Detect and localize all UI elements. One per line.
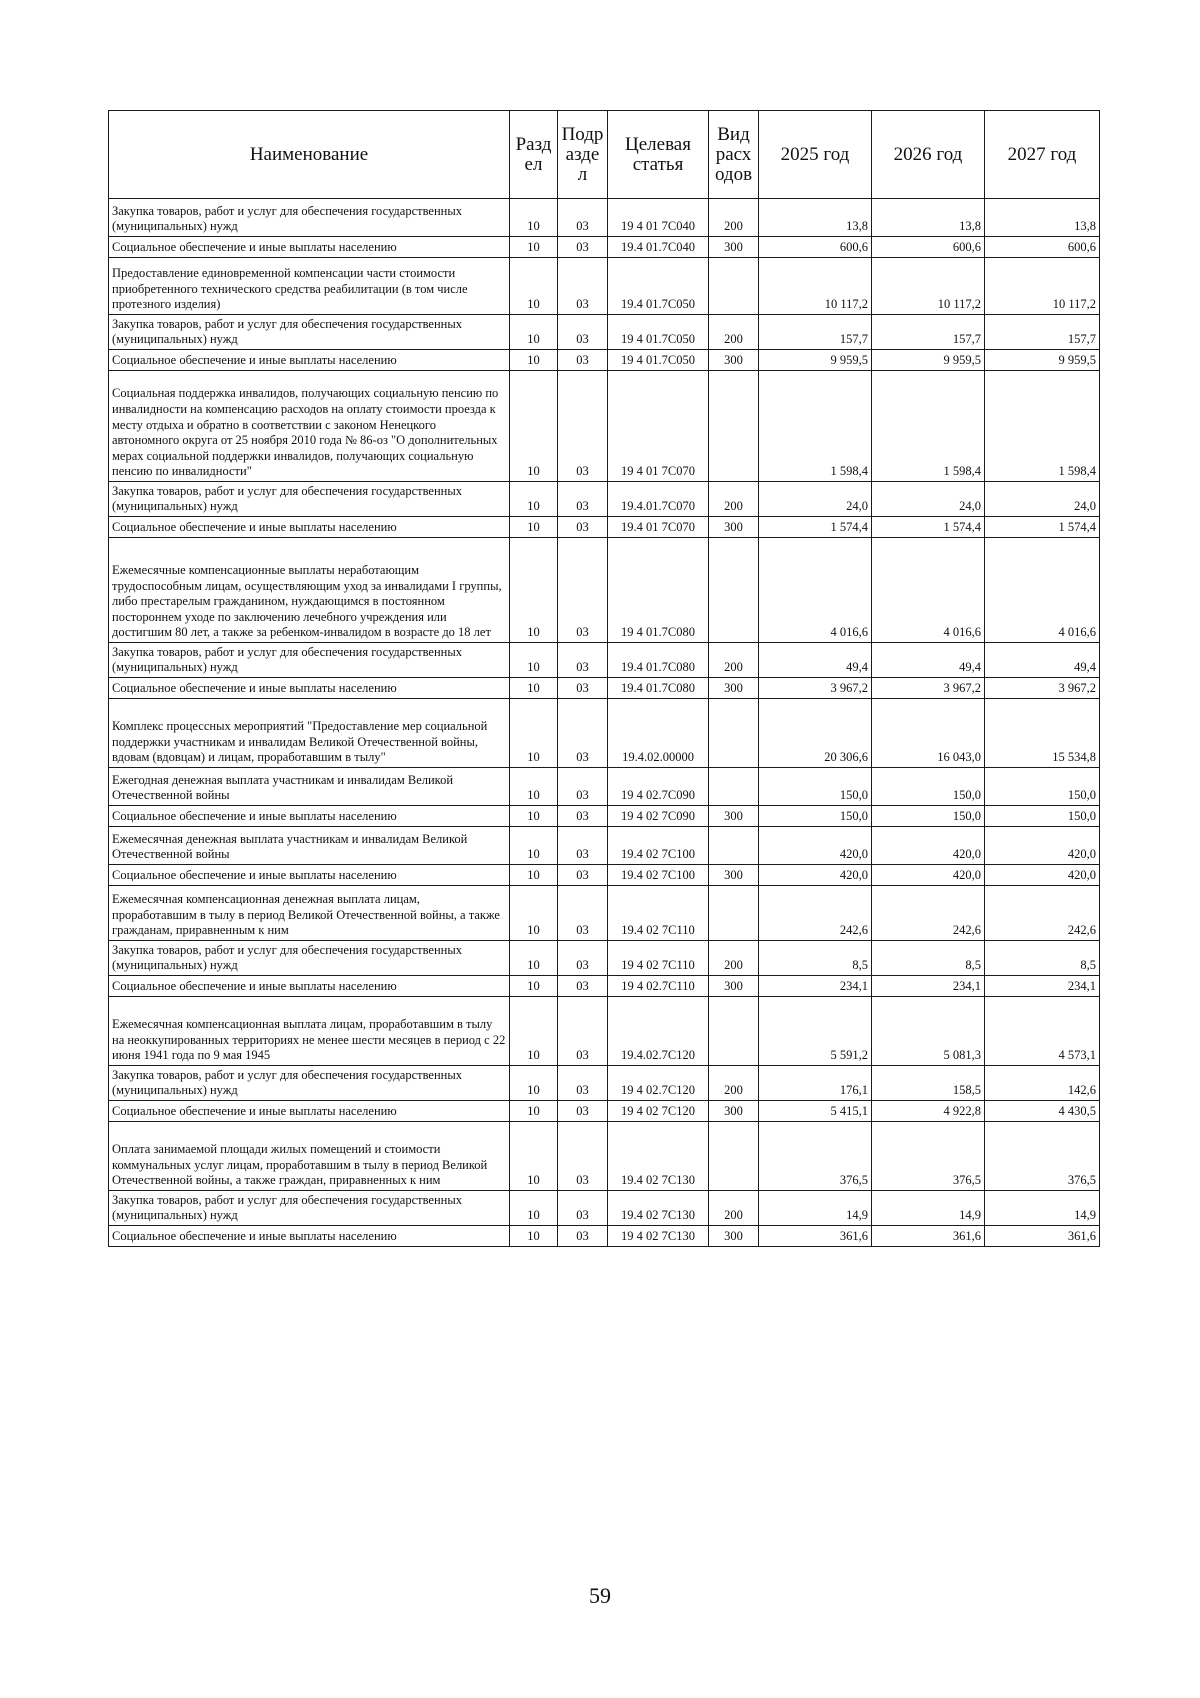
row-target-article: 19.4 01.7С040 [608,237,709,258]
table-row [109,315,1100,350]
row-value-2027: 142,6 [985,1066,1100,1101]
table-body [109,199,1100,1247]
table-row [109,1191,1100,1226]
row-value-2026: 150,0 [872,806,985,827]
row-target-article: 19.4 02 7С130 [608,1191,709,1226]
row-value-2026: 600,6 [872,237,985,258]
row-section: 10 [510,806,558,827]
budget-table [108,110,1100,1247]
row-name: Закупка товаров, работ и услуг для обеспечения государственных (муниципальных) нужд [109,1066,510,1101]
row-subsection: 03 [558,315,608,350]
row-name: Социальное обеспечение и иные выплаты населению [109,517,510,538]
row-value-2027: 3 967,2 [985,678,1100,699]
row-value-2026: 420,0 [872,865,985,886]
row-value-2027: 150,0 [985,806,1100,827]
row-target-article: 19.4 01.7С080 [608,643,709,678]
row-value-2026: 234,1 [872,976,985,997]
row-value-2025: 9 959,5 [759,350,872,371]
row-expense-type: 200 [709,482,759,517]
row-name: Ежемесячная денежная выплата участникам и инвалидам Великой Отечественной войны [109,827,510,865]
table-row [109,1101,1100,1122]
row-value-2027: 234,1 [985,976,1100,997]
row-value-2025: 5 591,2 [759,997,872,1066]
row-value-2025: 420,0 [759,827,872,865]
row-value-2025: 242,6 [759,886,872,941]
row-expense-type: 300 [709,976,759,997]
row-section: 10 [510,1101,558,1122]
row-subsection: 03 [558,1226,608,1247]
header-subsection: Подр азде л [558,111,608,199]
row-target-article: 19 4 01.7С080 [608,538,709,643]
row-target-article: 19.4.01.7С070 [608,482,709,517]
row-target-article: 19 4 02 7С090 [608,806,709,827]
row-section: 10 [510,237,558,258]
row-subsection: 03 [558,768,608,806]
row-value-2027: 8,5 [985,941,1100,976]
row-value-2026: 5 081,3 [872,997,985,1066]
table-row [109,517,1100,538]
row-value-2026: 3 967,2 [872,678,985,699]
row-name: Социальное обеспечение и иные выплаты населению [109,678,510,699]
row-section: 10 [510,865,558,886]
row-target-article: 19 4 02 7С120 [608,1101,709,1122]
row-name: Закупка товаров, работ и услуг для обеспечения государственных (муниципальных) нужд [109,941,510,976]
table-row [109,865,1100,886]
row-section: 10 [510,1191,558,1226]
row-expense-type: 200 [709,315,759,350]
row-value-2025: 3 967,2 [759,678,872,699]
row-value-2027: 49,4 [985,643,1100,678]
row-target-article: 19 4 02.7С110 [608,976,709,997]
row-value-2025: 420,0 [759,865,872,886]
row-value-2025: 150,0 [759,768,872,806]
row-value-2026: 4 922,8 [872,1101,985,1122]
row-name: Ежемесячная компенсационная выплата лицам, проработавшим в тылу на неоккупированных территориях не менее шести месяцев в период с 22 июня 1941 года по 9 мая 1945 [109,997,510,1066]
row-value-2025: 13,8 [759,199,872,237]
row-section: 10 [510,482,558,517]
row-value-2025: 49,4 [759,643,872,678]
row-target-article: 19.4 01.7С050 [608,258,709,315]
row-value-2026: 9 959,5 [872,350,985,371]
row-value-2027: 15 534,8 [985,699,1100,768]
row-subsection: 03 [558,643,608,678]
row-subsection: 03 [558,678,608,699]
row-name: Закупка товаров, работ и услуг для обеспечения государственных (муниципальных) нужд [109,315,510,350]
row-expense-type [709,997,759,1066]
row-subsection: 03 [558,199,608,237]
row-value-2025: 376,5 [759,1122,872,1191]
row-subsection: 03 [558,258,608,315]
row-value-2026: 16 043,0 [872,699,985,768]
row-value-2026: 49,4 [872,643,985,678]
row-value-2026: 158,5 [872,1066,985,1101]
row-target-article: 19 4 01.7С050 [608,315,709,350]
row-name: Закупка товаров, работ и услуг для обеспечения государственных (муниципальных) нужд [109,1191,510,1226]
row-subsection: 03 [558,538,608,643]
row-value-2026: 8,5 [872,941,985,976]
row-value-2027: 10 117,2 [985,258,1100,315]
row-value-2027: 242,6 [985,886,1100,941]
row-value-2025: 20 306,6 [759,699,872,768]
table-row [109,699,1100,768]
row-name: Комплекс процессных мероприятий "Предоставление мер социальной поддержки участникам и инвалидам Великой Отечественной войны, вдовам (вдовцам) и лицам, проработавшим в тылу" [109,699,510,768]
row-value-2026: 10 117,2 [872,258,985,315]
row-value-2027: 13,8 [985,199,1100,237]
row-value-2026: 150,0 [872,768,985,806]
row-value-2027: 24,0 [985,482,1100,517]
row-target-article: 19 4 01.7С050 [608,350,709,371]
row-value-2027: 420,0 [985,827,1100,865]
row-name: Социальное обеспечение и иные выплаты населению [109,237,510,258]
row-value-2025: 150,0 [759,806,872,827]
row-section: 10 [510,997,558,1066]
row-value-2025: 4 016,6 [759,538,872,643]
row-subsection: 03 [558,827,608,865]
row-value-2026: 242,6 [872,886,985,941]
header-target-article: Целевая статья [608,111,709,199]
row-target-article: 19.4.02.00000 [608,699,709,768]
row-subsection: 03 [558,941,608,976]
row-value-2026: 420,0 [872,827,985,865]
header-2025: 2025 год [759,111,872,199]
row-expense-type [709,538,759,643]
row-subsection: 03 [558,482,608,517]
table-row [109,678,1100,699]
row-subsection: 03 [558,1101,608,1122]
row-section: 10 [510,941,558,976]
row-section: 10 [510,517,558,538]
row-value-2026: 1 574,4 [872,517,985,538]
row-section: 10 [510,976,558,997]
row-expense-type [709,1122,759,1191]
row-expense-type: 300 [709,237,759,258]
row-expense-type: 200 [709,941,759,976]
row-expense-type: 200 [709,199,759,237]
row-name: Социальное обеспечение и иные выплаты населению [109,1101,510,1122]
row-value-2025: 1 574,4 [759,517,872,538]
header-expense-type: Вид расх одов [709,111,759,199]
row-value-2026: 376,5 [872,1122,985,1191]
row-subsection: 03 [558,371,608,482]
row-name: Ежемесячные компенсационные выплаты неработающим трудоспособным лицам, осуществляющим уход за инвалидами I группы, либо престарелым гражданином, нуждающимся в постоянном постороннем уходе по заключению лечебного учреждения или достигшим 80 лет, а также за ребенком-инвалидом в возрасте до 18 лет [109,538,510,643]
table-row [109,768,1100,806]
row-name: Социальное обеспечение и иные выплаты населению [109,865,510,886]
table-row [109,886,1100,941]
table-row [109,1122,1100,1191]
row-expense-type: 200 [709,1191,759,1226]
row-expense-type: 300 [709,350,759,371]
header-2027: 2027 год [985,111,1100,199]
table-row [109,258,1100,315]
header-name: Наименование [109,111,510,199]
row-name: Социальное обеспечение и иные выплаты населению [109,1226,510,1247]
row-section: 10 [510,371,558,482]
row-name: Социальное обеспечение и иные выплаты населению [109,806,510,827]
row-name: Социальное обеспечение и иные выплаты населению [109,350,510,371]
row-expense-type: 300 [709,865,759,886]
row-value-2027: 361,6 [985,1226,1100,1247]
row-expense-type: 300 [709,1226,759,1247]
row-subsection: 03 [558,1122,608,1191]
table-row [109,538,1100,643]
row-value-2025: 8,5 [759,941,872,976]
row-expense-type: 300 [709,806,759,827]
row-expense-type: 200 [709,1066,759,1101]
row-section: 10 [510,258,558,315]
row-subsection: 03 [558,237,608,258]
header-section: Разд ел [510,111,558,199]
row-section: 10 [510,1066,558,1101]
row-target-article: 19 4 02 7С110 [608,941,709,976]
table-row [109,827,1100,865]
table-row [109,1066,1100,1101]
row-section: 10 [510,886,558,941]
row-expense-type: 300 [709,678,759,699]
row-value-2026: 24,0 [872,482,985,517]
row-value-2027: 4 430,5 [985,1101,1100,1122]
row-expense-type: 300 [709,517,759,538]
row-expense-type [709,371,759,482]
row-section: 10 [510,1226,558,1247]
row-target-article: 19.4.02.7С120 [608,997,709,1066]
row-name: Ежемесячная компенсационная денежная выплата лицам, проработавшим в тылу в период Великой Отечественной войны, а также гражданам, приравненным к ним [109,886,510,941]
row-expense-type [709,768,759,806]
row-value-2025: 1 598,4 [759,371,872,482]
table-header-row [109,111,1100,199]
row-section: 10 [510,199,558,237]
row-target-article: 19 4 01 7С070 [608,371,709,482]
table-row [109,371,1100,482]
row-section: 10 [510,1122,558,1191]
row-subsection: 03 [558,350,608,371]
row-target-article: 19.4 01 7С070 [608,517,709,538]
row-value-2027: 600,6 [985,237,1100,258]
row-value-2026: 13,8 [872,199,985,237]
row-subsection: 03 [558,886,608,941]
row-value-2025: 600,6 [759,237,872,258]
row-name: Ежегодная денежная выплата участникам и инвалидам Великой Отечественной войны [109,768,510,806]
table-row [109,237,1100,258]
row-expense-type: 300 [709,1101,759,1122]
row-section: 10 [510,699,558,768]
row-name: Закупка товаров, работ и услуг для обеспечения государственных (муниципальных) нужд [109,482,510,517]
row-section: 10 [510,538,558,643]
table-row [109,643,1100,678]
row-expense-type: 200 [709,643,759,678]
table-row [109,976,1100,997]
row-section: 10 [510,768,558,806]
row-value-2025: 157,7 [759,315,872,350]
row-expense-type [709,258,759,315]
row-name: Социальная поддержка инвалидов, получающих социальную пенсию по инвалидности на компенсацию расходов на оплату стоимости проезда к месту отдыха и обратно в соответствии с законом Ненецкого автономного округа от 25 ноября 2010 года № 86-оз "О дополнительных мерах социальной поддержки инвалидов, получающих социальную пенсию по инвалидности" [109,371,510,482]
row-subsection: 03 [558,1191,608,1226]
table-row [109,806,1100,827]
row-target-article: 19 4 01 7С040 [608,199,709,237]
row-target-article: 19.4 02 7С130 [608,1122,709,1191]
row-value-2027: 1 598,4 [985,371,1100,482]
row-subsection: 03 [558,517,608,538]
row-target-article: 19.4 01.7С080 [608,678,709,699]
row-value-2025: 361,6 [759,1226,872,1247]
row-subsection: 03 [558,997,608,1066]
row-expense-type [709,699,759,768]
table-row [109,1226,1100,1247]
row-expense-type [709,886,759,941]
row-subsection: 03 [558,1066,608,1101]
table-row [109,997,1100,1066]
row-name: Предоставление единовременной компенсации части стоимости приобретенного технического средства реабилитации (в том числе протезного изделия) [109,258,510,315]
table-row [109,482,1100,517]
row-value-2027: 4 016,6 [985,538,1100,643]
row-value-2025: 24,0 [759,482,872,517]
row-subsection: 03 [558,865,608,886]
row-value-2027: 4 573,1 [985,997,1100,1066]
row-section: 10 [510,643,558,678]
table-row [109,199,1100,237]
row-subsection: 03 [558,806,608,827]
row-value-2027: 9 959,5 [985,350,1100,371]
row-subsection: 03 [558,976,608,997]
row-value-2026: 157,7 [872,315,985,350]
row-section: 10 [510,678,558,699]
row-name: Закупка товаров, работ и услуг для обеспечения государственных (муниципальных) нужд [109,643,510,678]
row-value-2025: 10 117,2 [759,258,872,315]
row-value-2026: 14,9 [872,1191,985,1226]
row-value-2026: 361,6 [872,1226,985,1247]
row-section: 10 [510,315,558,350]
row-value-2025: 176,1 [759,1066,872,1101]
row-section: 10 [510,350,558,371]
row-value-2026: 4 016,6 [872,538,985,643]
row-value-2026: 1 598,4 [872,371,985,482]
table-row [109,941,1100,976]
row-section: 10 [510,827,558,865]
row-value-2027: 150,0 [985,768,1100,806]
row-target-article: 19 4 02.7С120 [608,1066,709,1101]
row-subsection: 03 [558,699,608,768]
row-target-article: 19 4 02 7С130 [608,1226,709,1247]
row-target-article: 19.4 02 7С100 [608,827,709,865]
row-value-2025: 234,1 [759,976,872,997]
row-value-2027: 376,5 [985,1122,1100,1191]
header-2026: 2026 год [872,111,985,199]
row-value-2027: 14,9 [985,1191,1100,1226]
row-name: Оплата занимаемой площади жилых помещений и стоимости коммунальных услуг лицам, проработавшим в тылу в период Великой Отечественной войны, а также граждан, приравненных к ним [109,1122,510,1191]
row-name: Закупка товаров, работ и услуг для обеспечения государственных (муниципальных) нужд [109,199,510,237]
row-expense-type [709,827,759,865]
page-number: 59 [589,1583,611,1608]
row-target-article: 19 4 02.7С090 [608,768,709,806]
row-value-2025: 14,9 [759,1191,872,1226]
row-target-article: 19.4 02 7С110 [608,886,709,941]
row-value-2027: 157,7 [985,315,1100,350]
row-value-2025: 5 415,1 [759,1101,872,1122]
row-name: Социальное обеспечение и иные выплаты населению [109,976,510,997]
row-value-2027: 420,0 [985,865,1100,886]
row-target-article: 19.4 02 7С100 [608,865,709,886]
table-row [109,350,1100,371]
row-value-2027: 1 574,4 [985,517,1100,538]
